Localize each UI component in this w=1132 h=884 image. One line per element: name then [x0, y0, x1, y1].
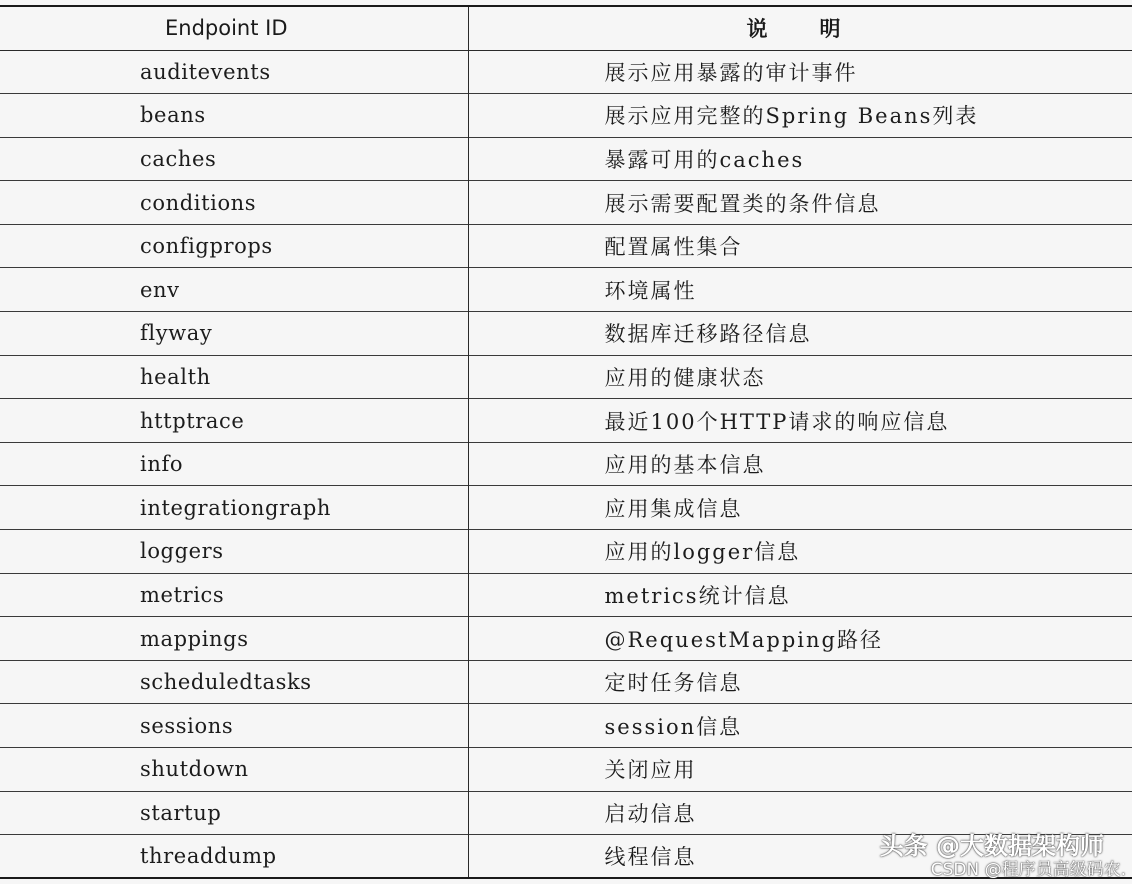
endpoint-id-cell: beans [0, 94, 468, 138]
endpoint-description-cell: 展示应用完整的Spring Beans列表 [604, 104, 979, 129]
endpoint-description-cell: 最近100个HTTP请求的响应信息 [604, 409, 950, 434]
endpoint-id-cell: shutdown [0, 748, 468, 792]
endpoint-description-cell: 配置属性集合 [604, 235, 743, 260]
table-header-row [0, 6, 1132, 50]
endpoint-id-cell: scheduledtasks [0, 660, 468, 704]
table-row [0, 181, 1132, 225]
table-row [0, 617, 1132, 661]
endpoint-id-cell: caches [0, 137, 468, 181]
header-endpoint-id: Endpoint ID [0, 6, 468, 50]
table-row [0, 94, 1132, 138]
endpoint-description-cell: 应用的logger信息 [604, 540, 801, 565]
endpoint-description-cell: 暴露可用的caches [604, 147, 805, 172]
endpoint-id-cell: httptrace [0, 399, 468, 443]
endpoint-description-cell: 线程信息 [604, 845, 697, 870]
endpoint-id-cell: metrics [0, 573, 468, 617]
endpoint-description-cell: 环境属性 [604, 278, 697, 303]
endpoint-id-cell: mappings [0, 617, 468, 661]
table-body [0, 50, 1132, 878]
endpoint-description-cell: @RequestMapping路径 [604, 627, 883, 652]
header-description: 说明 [746, 17, 893, 42]
table-row [0, 791, 1132, 835]
endpoint-id-cell: info [0, 442, 468, 486]
endpoint-id-cell: auditevents [0, 50, 468, 94]
table-row [0, 835, 1132, 879]
endpoint-id-cell: threaddump [0, 835, 468, 879]
table-row [0, 224, 1132, 268]
endpoint-id-cell: configprops [0, 224, 468, 268]
table-row [0, 486, 1132, 530]
endpoint-description-cell: 应用的基本信息 [604, 453, 766, 478]
endpoint-id-cell: flyway [0, 312, 468, 356]
watermark-toutiao: 头条 @大数据架构师 [879, 832, 1104, 860]
endpoint-description-cell: metrics统计信息 [604, 583, 791, 608]
endpoint-id-cell: sessions [0, 704, 468, 748]
table-row [0, 442, 1132, 486]
table-row [0, 312, 1132, 356]
endpoint-description-cell: 展示需要配置类的条件信息 [604, 191, 881, 216]
endpoint-id-cell: integrationgraph [0, 486, 468, 530]
table-row [0, 573, 1132, 617]
endpoint-description-cell: 定时任务信息 [604, 671, 743, 696]
table-row [0, 50, 1132, 94]
table-row [0, 399, 1132, 443]
endpoint-description-cell: 应用的健康状态 [604, 365, 766, 390]
table-row [0, 355, 1132, 399]
watermark-csdn: CSDN @程序员高级码农. [930, 860, 1126, 880]
table-row [0, 748, 1132, 792]
table-row [0, 268, 1132, 312]
endpoint-id-cell: health [0, 355, 468, 399]
endpoint-table [0, 5, 1132, 879]
table-row [0, 530, 1132, 574]
endpoint-id-cell: loggers [0, 530, 468, 574]
table-row [0, 660, 1132, 704]
table-row [0, 704, 1132, 748]
endpoint-description-cell: 应用集成信息 [604, 496, 743, 521]
endpoint-description-cell: 关闭应用 [604, 758, 697, 783]
endpoint-description-cell: 展示应用暴露的审计事件 [604, 60, 858, 85]
endpoint-description-cell: session信息 [604, 714, 743, 739]
endpoint-id-cell: conditions [0, 181, 468, 225]
endpoint-id-cell: startup [0, 791, 468, 835]
endpoint-description-cell: 启动信息 [604, 801, 697, 826]
endpoint-description-cell: 数据库迁移路径信息 [604, 322, 812, 347]
endpoint-table-container [0, 5, 1132, 879]
table-row [0, 137, 1132, 181]
endpoint-id-cell: env [0, 268, 468, 312]
